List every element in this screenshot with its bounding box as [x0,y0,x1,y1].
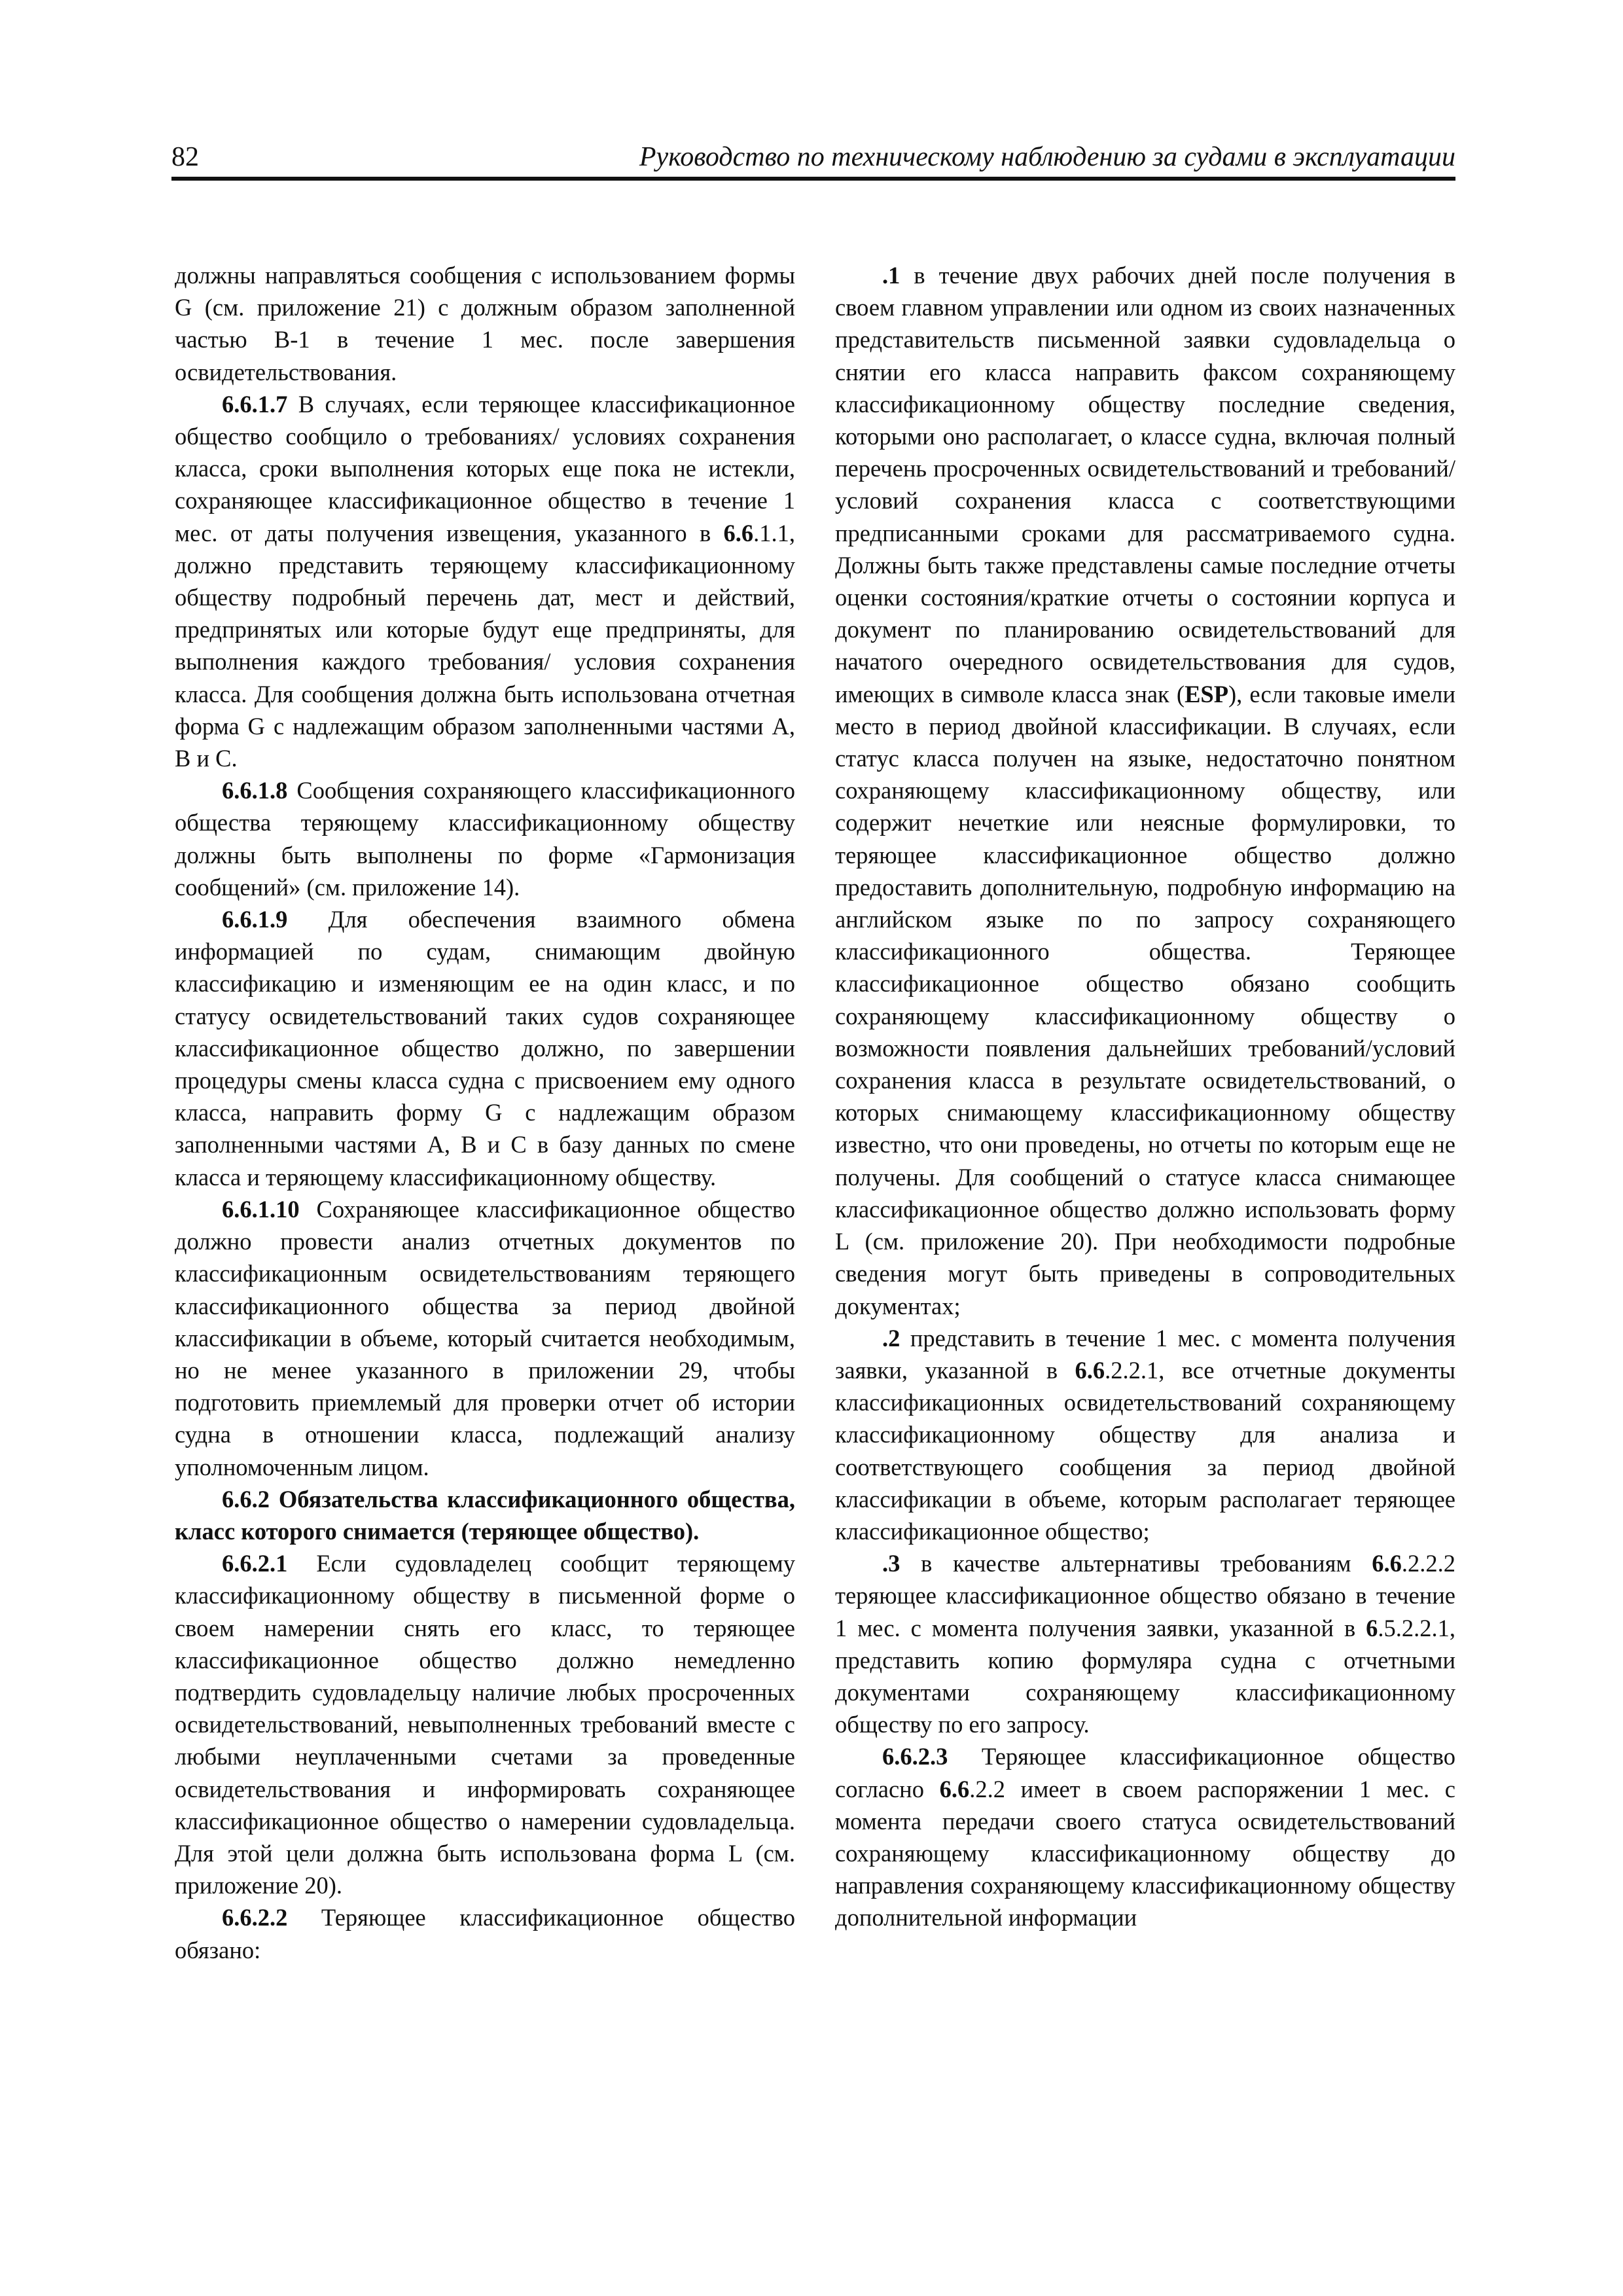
clause-number: 6.6.1.10 [222,1195,300,1223]
paragraph-continuation: должны направляться сообщения с использованием формы G (см. приложение 21) с должным образом заполненной частью В-1 в течение 1 мес. после завершения освидетельствования. [175,262,795,386]
list-item-2: .2 представить в течение 1 мес. с момента получения заявки, указанной в 6.6.2.2.1, все отчетные документы классификационных освидетельствований сохраняющему классификационному обществу для анализа и соответствующего сообщения за период двойной классификации в объеме, которым располагает теряющее классификационное общество; [835,1324,1455,1545]
running-title: Руководство по техническому наблюдению за судами в эксплуатации [639,142,1455,172]
paragraph-6-6-1-9: 6.6.1.9 Для обеспечения взаимного обмена информацией по судам, снимающим двойную классификацию и изменяющим ее на один класс, и по статусу освидетельствований таких судов сохраняющее классификационное общество должно, по завершении процедуры смены класса судна с присвоением ему одного класса, направить форму G с надлежащим образом заполненными частями А, В и С в базу данных по смене класса и теряющему классификационному обществу. [175,906,795,1191]
clause-number: 6.6.2.1 [222,1550,288,1577]
left-column [175,259,795,2131]
paragraph-6-6-2-1: 6.6.2.1 Если судовладелец сообщит теряющему классификационному обществу в письменной форме о своем намерении снять его класс, то теряющее классификационное общество должно немедленно подтвердить судовладельцу наличие любых просроченных освидетельствований, невыполненных требований вместе с любыми неуплаченными счетами за проведенные освидетельствования и информировать сохраняющее классификационное общество о намерении судовладельца. Для этой цели должна быть использована форма L (см. приложение 20). [175,1550,795,1899]
clause-number: 6.6.2.3 [882,1743,948,1770]
paragraph-6-6-1-7: 6.6.1.7 В случаях, если теряющее классификационное общество сообщило о требованиях/ условиях сохранения класса, сроки выполнения которых еще пока не истекли, сохраняющее классификационное общество в течение 1 мес. от даты получения извещения, указанного в 6.6.1.1, должно представить теряющему классификационному обществу подробный перечень дат, мест и действий, предпринятых или которые будут еще предприняты, для выполнения каждого требования/ условия сохранения класса. Для сообщения должна быть использована отчетная форма G с надлежащим образом заполненными частями А, В и С. [175,390,795,772]
clause-number: 6.6.1.9 [222,906,288,933]
clause-reference: 6.6 [723,519,754,547]
class-notation-esp: ESP [1185,680,1229,708]
clause-number: 6.6.1.8 [222,777,288,804]
page-number: 82 [171,142,199,172]
item-number: .3 [882,1550,901,1577]
paragraph-6-6-1-8: 6.6.1.8 Сообщения сохраняющего классификационного общества теряющему классификационному обществу должны быть выполнены по форме «Гармонизация сообщений» (см. приложение 14). [175,777,795,901]
header-rule [171,177,1455,181]
paragraph-6-6-2-2: 6.6.2.2 Теряющее классификационное общество обязано: [175,1904,795,1964]
right-column [835,259,1455,2131]
paragraph-6-6-2-3: 6.6.2.3 Теряющее классификационное общество согласно 6.6.2.2 имеет в своем распоряжении 1 мес. с момента передачи своего статуса освидетельствований сохраняющему классификационному обществу до направления сохраняющему классификационному обществу дополнительной информации [835,1743,1455,1931]
paragraph-6-6-1-10: 6.6.1.10 Сохраняющее классификационное общество должно провести анализ отчетных документов по классификационным освидетельствованиям теряющего классификационного общества за период двойной классификации в объеме, который считается необходимым, но не менее указанного в приложении 29, чтобы подготовить приемлемый для проверки отчет об истории судна в отношении класса, подлежащий анализу уполномоченным лицом. [175,1195,795,1480]
item-number: .2 [882,1324,901,1352]
clause-number: 6.6.2.2 [222,1904,288,1931]
clause-reference: 6.6 [939,1775,970,1803]
clause-number: 6.6.1.7 [222,390,288,418]
list-item-1: .1 в течение двух рабочих дней после получения в своем главном управлении или одном из своих назначенных представительств письменной заявки судовладельца о снятии его класса направить факсом сохраняющему классификационному обществу последние сведения, которыми оно располагает, о классе судна, включая полный перечень просроченных освидетельствований и требований/ условий сохранения класса с соответствующими предписанными сроками для рассматриваемого судна. Должны быть также представлены самые последние отчеты оценки состояния/краткие отчеты о состоянии корпуса и документ по планированию освидетельствований для начатого очередного освидетельствования для судов, имеющих в символе класса знак (ESP), если таковые имели место в период двойной классификации. В случаях, если статус класса получен на языке, недостаточно понятном сохраняющему классификационному обществу, или содержит нечеткие или неясные формулировки, то теряющее классификационное общество должно предоставить дополнительную, подробную информацию на английском языке по по запросу сохраняющего классификационного общества. Теряющее классификационное общество обязано сообщить сохраняющему классификационному обществу о возможности появления дальнейших требований/условий сохранения класса в результате освидетельствований, о которых снимающему классификационному обществу известно, что они проведены, но отчеты по которым еще не получены. Для сообщений о статусе класса снимающее классификационное общество должно использовать форму L (см. приложение 20). При необходимости подробные сведения могут быть приведены в сопроводительных документах; [835,262,1455,1319]
clause-reference: 6.6 [1075,1356,1105,1384]
clause-reference: 6.6 [1372,1550,1402,1577]
item-number: .1 [882,262,901,289]
page-header [171,139,1455,179]
clause-reference: 6 [1366,1614,1378,1641]
section-heading-6-6-2: 6.6.2 Обязательства классификационного общества, класс которого снимается (теряющее общество). [175,1485,795,1545]
list-item-3: .3 в качестве альтернативы требованиям 6.6.2.2.2 теряющее классификационное общество обязано в течение 1 мес. с момента получения заявки, указанной в 6.5.2.2.1, представить копию формуляра судна с отчетными документами сохраняющему классификационному обществу по его запросу. [835,1550,1455,1738]
